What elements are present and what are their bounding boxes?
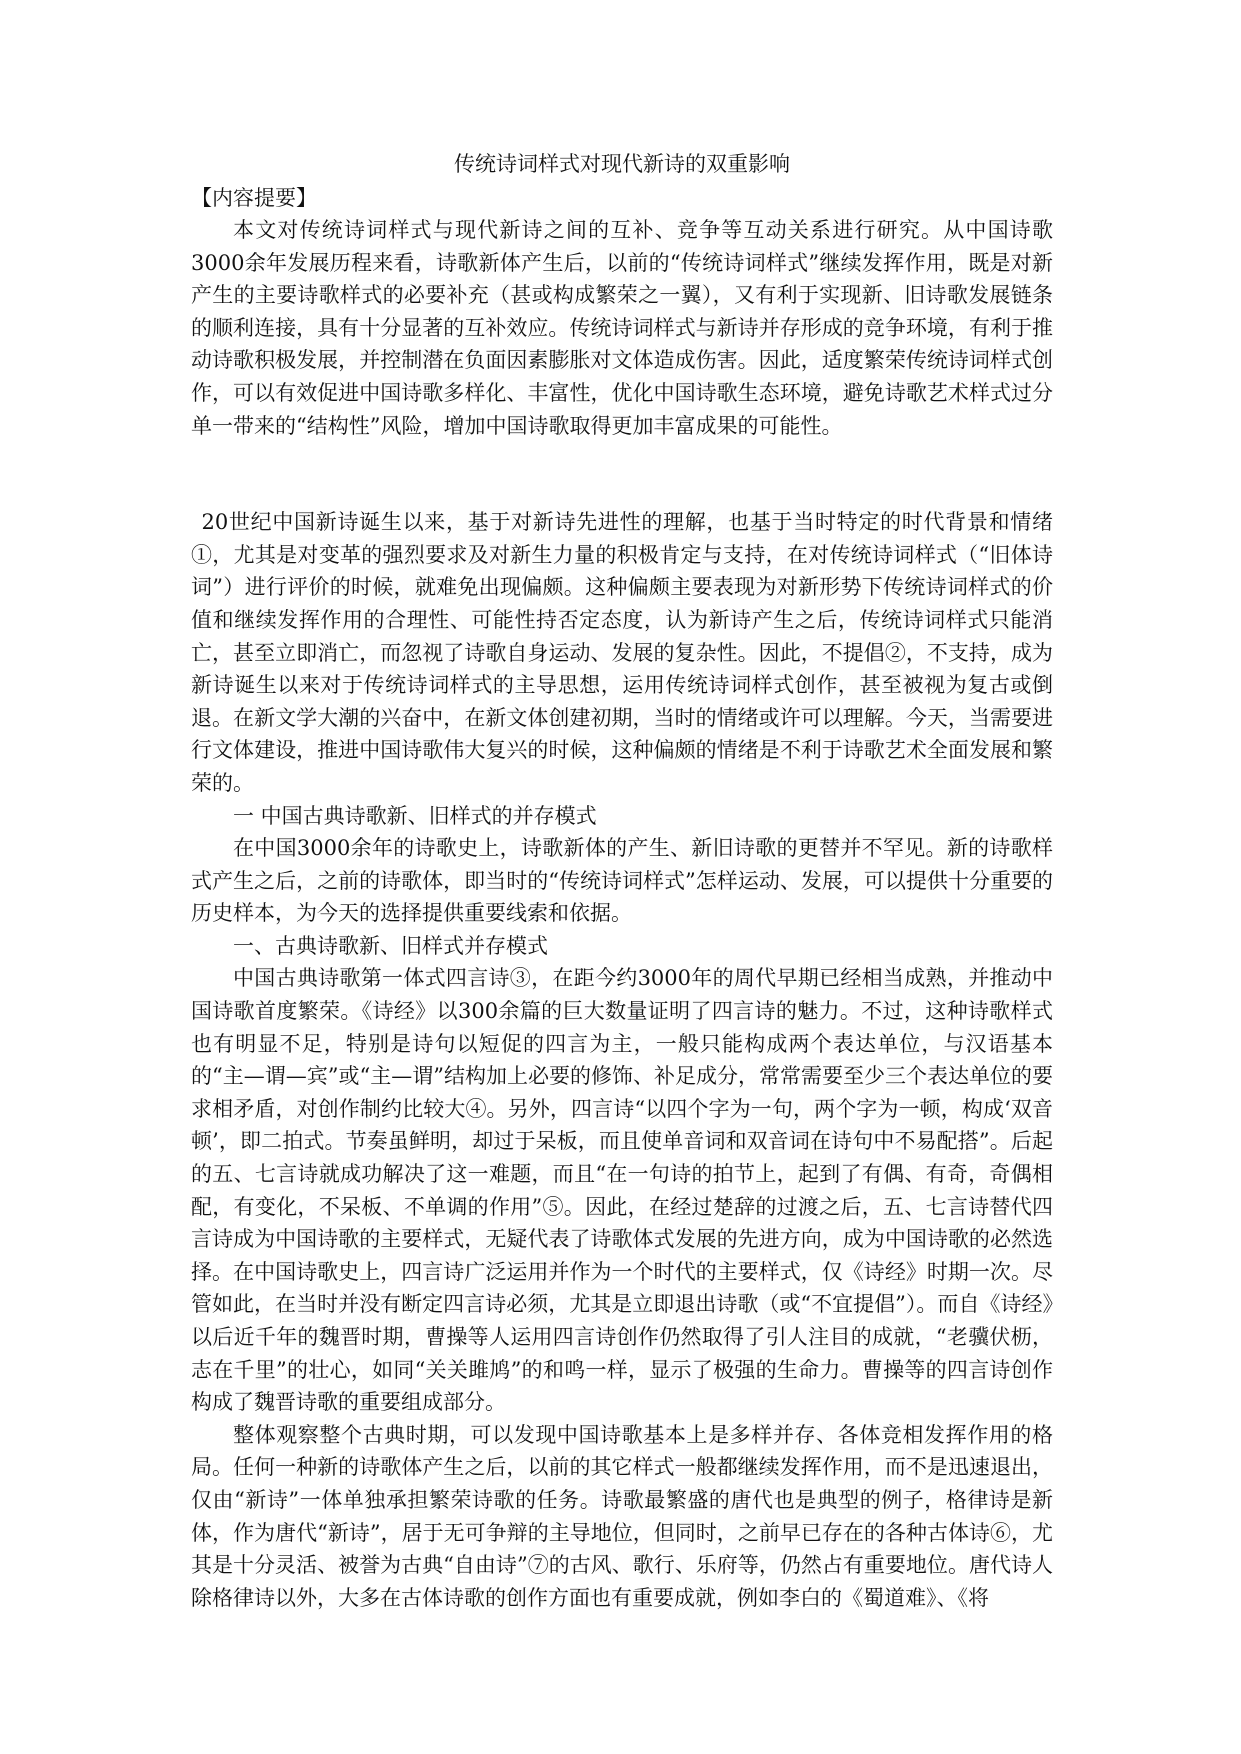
subsection-heading-1: 一、古典诗歌新、旧样式并存模式 xyxy=(233,933,548,958)
intro-paragraph: 20世纪中国新诗诞生以来，基于对新诗先进性的理解，也基于当时特定的时代背景和情绪①，尤其是对变革的强烈要求及对新生力量的积极肯定与支持，在对传统诗词样式（“旧体诗词”）进行评价的时候，就难免出现偏颇。这种偏颇主要表现为对新形势下传统诗词样式的价值和继续发挥作用的合理性、可能性持否定态度，认为新诗产生之后，传统诗词样式只能消亡，甚至立即消亡，而忽视了诗歌自身运动、发展的复杂性。因此，不提倡②，不支持，成为新诗诞生以来对于传统诗词样式的主导思想，运用传统诗词样式创作，甚至被视为复古或倒退。在新文学大潮的兴奋中，在新文体创建初期，当时的情绪或许可以理解。今天，当需要进行文体建设，推进中国诗歌伟大复兴的时候，这种偏颇的情绪是不利于诗歌艺术全面发展和繁荣的。 xyxy=(191,510,1053,795)
abstract-paragraph: 本文对传统诗词样式与现代新诗之间的互补、竞争等互动关系进行研究。从中国诗歌3000余年发展历程来看，诗歌新体产生后，以前的“传统诗词样式”继续发挥作用，既是对新产生的主要诗歌样式的必要补充（甚或构成繁荣之一翼），又有利于实现新、旧诗歌发展链条的顺利连接，具有十分显著的互补效应。传统诗词样式与新诗并存形成的竞争环境，有利于推动诗歌积极发展，并控制潜在负面因素膨胀对文体造成伤害。因此，适度繁荣传统诗词样式创作，可以有效促进中国诗歌多样化、丰富性，优化中国诗歌生态环境，避免诗歌艺术样式过分单一带来的“结构性”风险，增加中国诗歌取得更加丰富成果的可能性。 xyxy=(191,218,1053,438)
section-heading-1: 一 中国古典诗歌新、旧样式的并存模式 xyxy=(233,803,597,828)
section-1-paragraph: 在中国3000余年的诗歌史上，诗歌新体的产生、新旧诗歌的更替并不罕见。新的诗歌样式产生之后，之前的诗歌体，即当时的“传统诗词样式”怎样运动、发展，可以提供十分重要的历史样本，为今天的选择提供重要线索和依据。 xyxy=(191,836,1053,926)
document-page xyxy=(191,150,1053,1614)
four-character-poetry-paragraph: 中国古典诗歌第一体式四言诗③，在距今约3000年的周代早期已经相当成熟，并推动中国诗歌首度繁荣。《诗经》以300余篇的巨大数量证明了四言诗的魅力。不过，这种诗歌样式也有明显不足，特别是诗句以短促的四言为主，一般只能构成两个表达单位，与汉语基本的“主—谓—宾”或“主—谓”结构加上必要的修饰、补足成分，常常需要至少三个表达单位的要求相矛盾，对创作制约比较大④。另外，四言诗“以四个字为一句，两个字为一顿，构成‘双音顿’，即二拍式。节奏虽鲜明，却过于呆板，而且使单音词和双音词在诗句中不易配搭”。后起的五、七言诗就成功解决了这一难题，而且“在一句诗的拍节上，起到了有偶、有奇，奇偶相配，有变化，不呆板、不单调的作用”⑤。因此，在经过楚辞的过渡之后，五、七言诗替代四言诗成为中国诗歌的主要样式，无疑代表了诗歌体式发展的先进方向，成为中国诗歌的必然选择。在中国诗歌史上，四言诗广泛运用并作为一个时代的主要样式，仅《诗经》时期一次。尽管如此，在当时并没有断定四言诗必须，尤其是立即退出诗歌（或“不宜提倡”）。而自《诗经》以后近千年的魏晋时期，曹操等人运用四言诗创作仍然取得了引人注目的成就，“老骥伏枥，志在千里”的壮心，如同“关关雎鸠”的和鸣一样，显示了极强的生命力。曹操等的四言诗创作构成了魏晋诗歌的重要组成部分。 xyxy=(191,966,1053,1415)
overall-observation-paragraph: 整体观察整个古典时期，可以发现中国诗歌基本上是多样并存、各体竞相发挥作用的格局。任何一种新的诗歌体产生之后，以前的其它样式一般都继续发挥作用，而不是迅速退出，仅由“新诗”一体单独承担繁荣诗歌的任务。诗歌最繁盛的唐代也是典型的例子，格律诗是新体，作为唐代“新诗”，居于无可争辩的主导地位，但同时，之前早已存在的各种古体诗⑥，尤其是十分灵活、被誉为古典“自由诗”⑦的古风、歌行、乐府等，仍然占有重要地位。唐代诗人除格律诗以外，大多在古体诗歌的创作方面也有重要成就，例如李白的《蜀道难》、《将 xyxy=(191,1422,1053,1610)
paragraph-gap xyxy=(191,442,1053,506)
abstract-label: 【内容提要】 xyxy=(191,186,317,210)
document-title: 传统诗词样式对现代新诗的双重影响 xyxy=(454,152,790,176)
